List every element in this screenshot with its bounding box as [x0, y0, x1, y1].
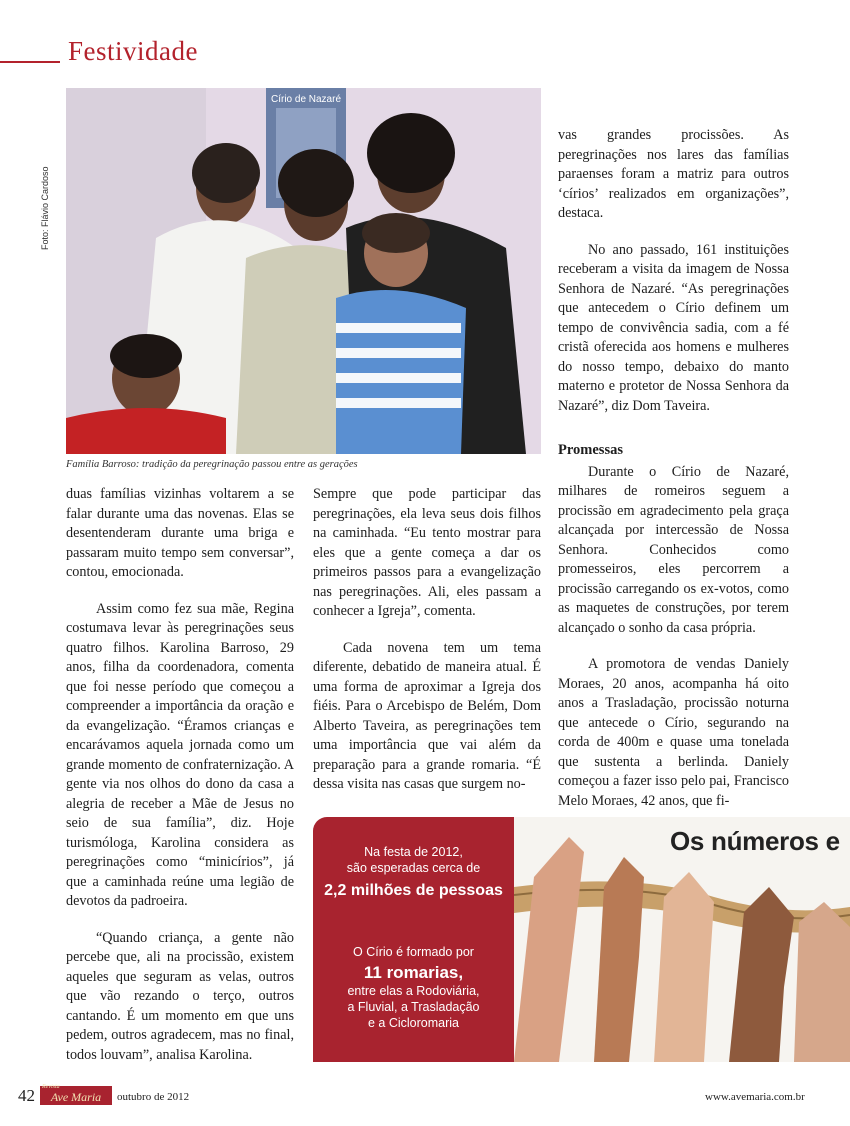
website-url: www.avemaria.com.br [705, 1091, 805, 1103]
fact2-line4: e a Cicloromaria [367, 1016, 459, 1030]
fact1-line2: são esperadas cerca de [346, 861, 481, 875]
paragraph: “Quando criança, a gente não percebe que, ali na procissão, existem aqueles que seguram as velas, outros que vão rezando o terço, outros cantando. É um momento em que uns pedem, outros agradecem, mas no final, todos louvam”, analisa Karolina. [66, 929, 294, 1063]
section-title: Festividade [68, 36, 198, 66]
photo-credit: Foto: Flávio Cardoso [40, 166, 50, 250]
subheading: Promessas [558, 442, 623, 458]
fact2-line1: O Círio é formado por [353, 945, 474, 959]
banner-text: Círio de Nazaré [270, 94, 342, 105]
paragraph: Durante o Círio de Nazaré, milhares de romeiros seguem a procissão em agradecimento pela graça alcançada por intercessão de Nossa Senhora. Conhecidos como promesseiros, eles percorrem a procissão carregando os ex-votos, como as maquetes de construções, por terem alcançado o sonho da casa própria. [558, 463, 789, 636]
fact1-line1: Na festa de 2012, [364, 845, 463, 859]
magazine-logo-small: Revista [42, 1084, 60, 1090]
article-column-2 [313, 485, 541, 795]
fact2-line2: entre elas a Rodoviária, [347, 984, 480, 998]
article-column-1 [66, 485, 294, 1065]
paragraph: vas grandes procissões. As peregrinações nos lares das famílias paraenses foram a matriz para outros ‘círios’ realizados em organizações”, destaca. [558, 127, 789, 221]
issue-date: outubro de 2012 [117, 1091, 190, 1103]
photo-caption: Família Barroso: tradição da peregrinação passou entre as gerações [66, 459, 358, 470]
page-number: 42 [18, 1086, 35, 1105]
section-rule [0, 61, 60, 63]
family-photo [66, 88, 541, 454]
paragraph: A promotora de vendas Daniely Moraes, 20 anos, acompanha há oito anos a Trasladação, procissão noturna que antecede o Círio, segurando na corda de 400m e quase uma tonelada que sustenta a berlinda. Daniely começou a fazer isso pelo pai, Francisco Melo Moraes, 42 anos, que fi- [558, 656, 789, 809]
article-column-3 [558, 126, 789, 811]
fact1-big: 2,2 milhões de pessoas [324, 882, 503, 899]
family-photo-illustration [66, 88, 541, 454]
paragraph: Assim como fez sua mãe, Regina costumava levar às peregrinações seus quatro filhos. Karolina Barroso, 29 anos, filha da coordenadora, comenta que foi nesse período que começou a compreender a importância da oração e da evangelização. “Éramos crianças e encarávamos aquela jornada como um grande momento de confraternização. A gente via nos olhos do dono da casa a alegria de receber a Mãe de Jesus no seio de sua família”, diz. Hoje turismóloga, Karolina considera as peregrinações como “minicírios”, já que a caminhada reúne uma legião de devotos da padroeira. [66, 600, 294, 909]
magazine-logo-name: Ave Maria [50, 1090, 102, 1104]
infobox-facts [313, 817, 514, 1062]
page-footer [0, 1086, 850, 1110]
fact2-line3: a Fluvial, a Trasladação [347, 1000, 480, 1014]
paragraph: No ano passado, 161 instituições receberam a visita da imagem de Nossa Senhora de Nazaré. “As peregrinações que antecedem o Círio definem um tempo de convivência sadia, com a fé cristã oferecida aos homens e mulheres do nosso tempo, debaixo do manto materno e protetor de Nossa Senhora da Nazaré”, diz Dom Taveira. [558, 241, 789, 414]
infobox-title: Os números e [670, 826, 840, 856]
paragraph: duas famílias vizinhas voltarem a se falar durante uma das novenas. Elas se desentenderam durante uma briga e passaram muito tempo sem conversar”, contou, emocionada. [66, 486, 294, 580]
fact2-big: 11 romarias, [363, 963, 464, 982]
infobox [313, 817, 850, 1062]
paragraph: Cada novena tem um tema diferente, debatido de maneira atual. É uma forma de aproximar a Igreja dos fiéis. Para o Arcebispo de Belém, Dom Alberto Taveira, as peregrinações tem uma importância que vai além da preparação para a grande romaria. “É dessa visita nas casas que surgem no- [313, 639, 541, 792]
magazine-logo [40, 1086, 112, 1105]
paragraph: Sempre que pode participar das peregrinações, ela leva seus dois filhos na caminhada. “Eu tento mostrar para eles que a gente começa a dar os primeiros passos para a evangelização nas peregrinações. Ali, eles passam a conhecer a Igreja”, comenta. [313, 486, 541, 619]
